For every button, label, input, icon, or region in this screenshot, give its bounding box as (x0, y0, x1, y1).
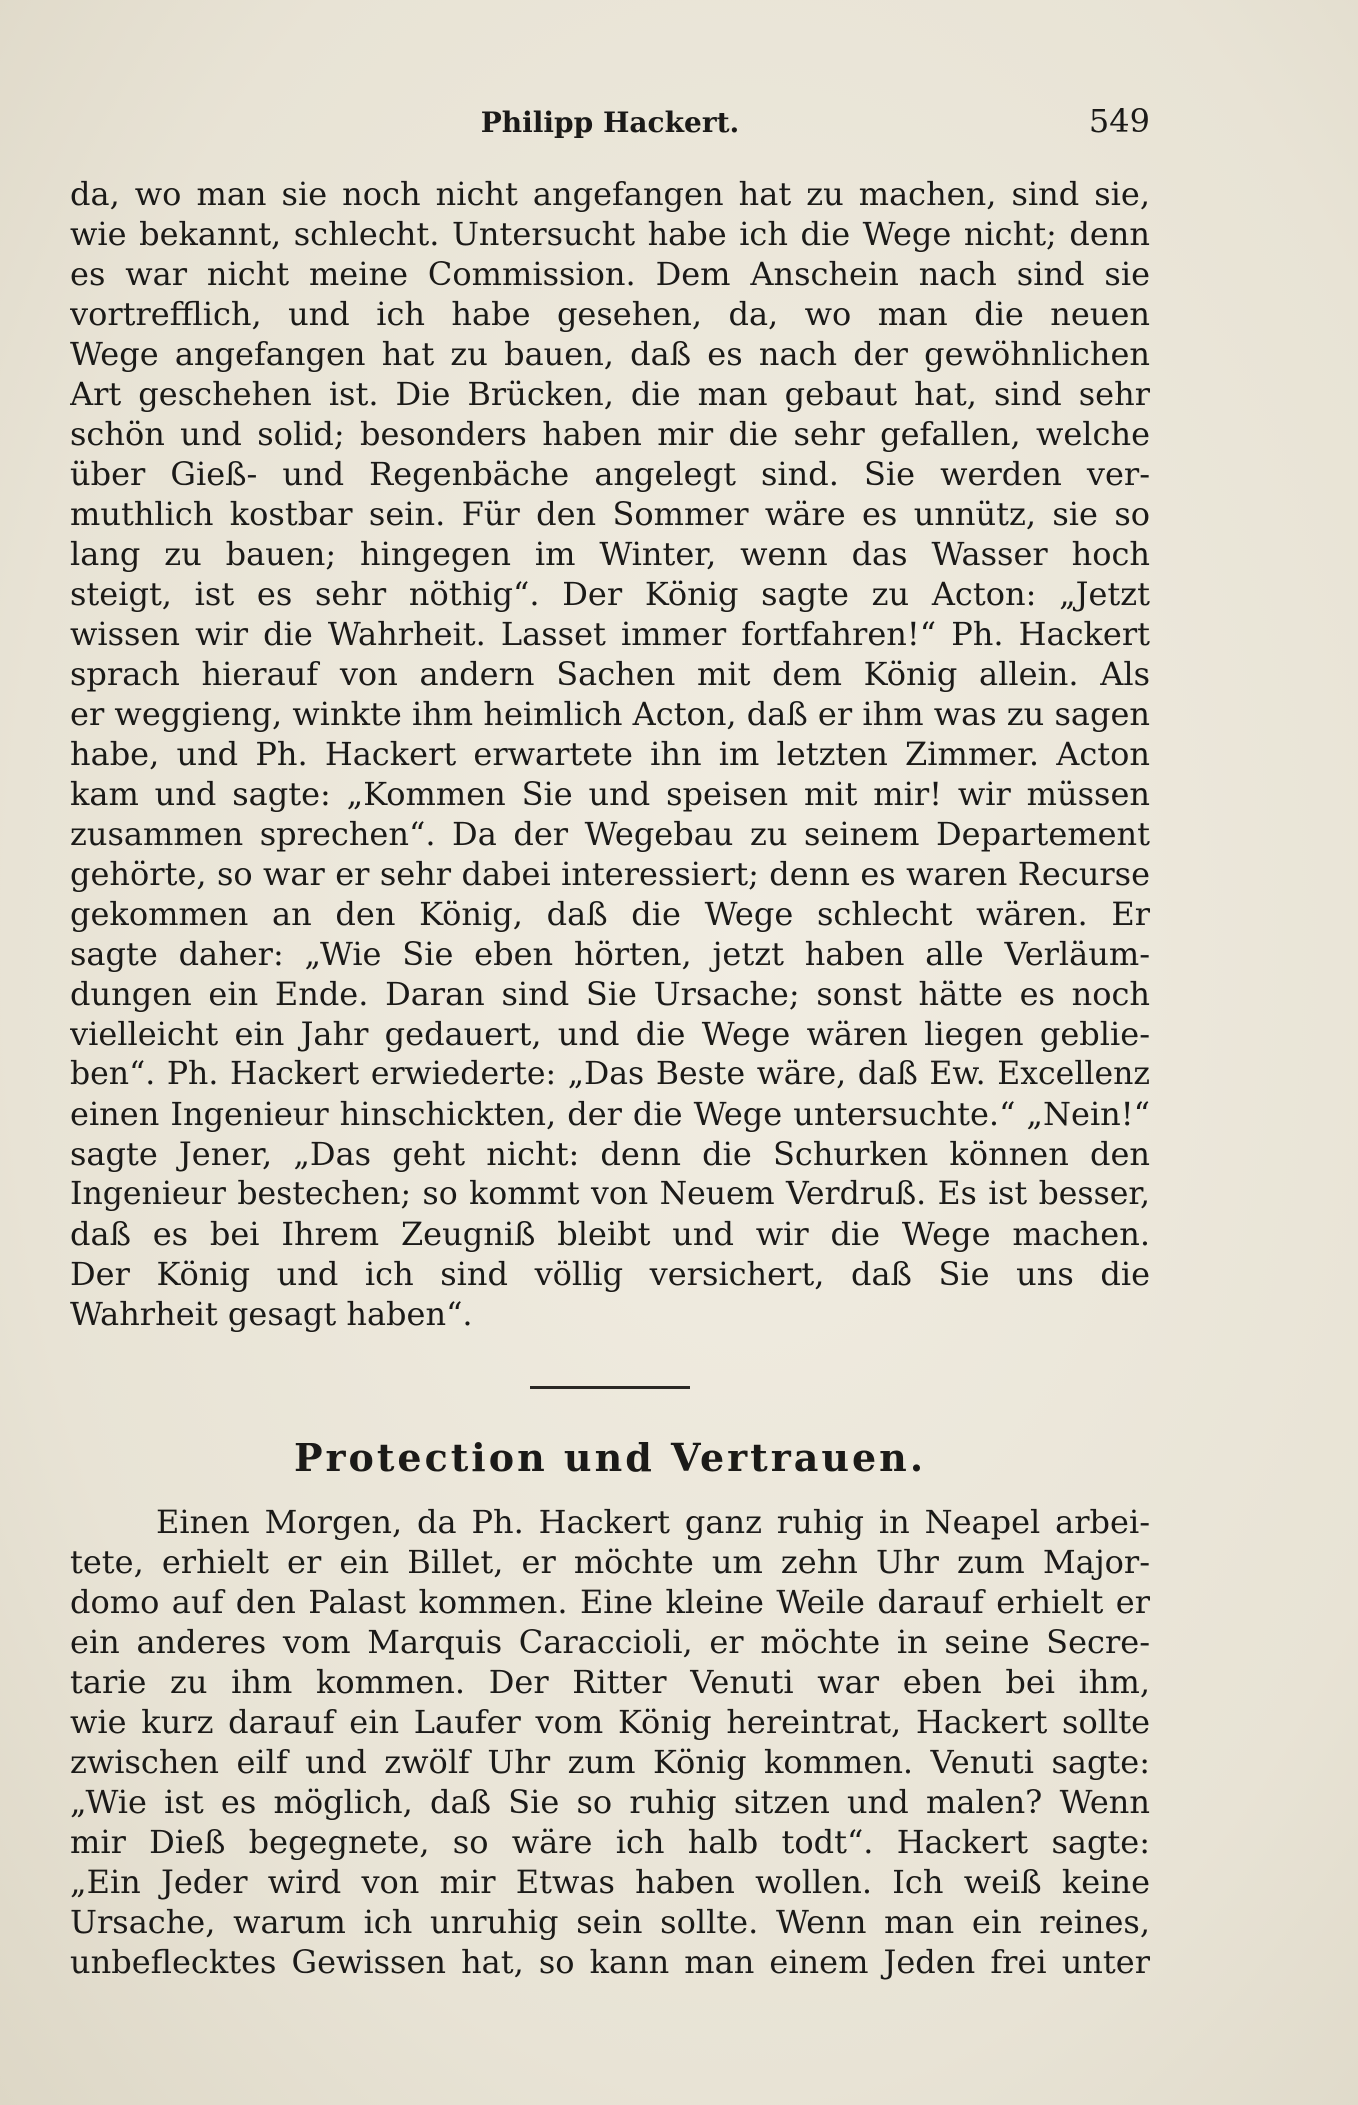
text-line: wissen wir die Wahrheit. Lasset immer fortfahren!“ Ph. Hackert (70, 615, 1150, 653)
text-line: steigt, ist es sehr nöthig“. Der König sagte zu Acton: „Jetzt (70, 575, 1150, 613)
section-title: Protection und Vertrauen. (293, 1435, 927, 1480)
text-line: domo auf den Palast kommen. Eine kleine Weile darauf erhielt er (70, 1583, 1150, 1621)
text-line: er weggieng, winkte ihm heimlich Acton, daß er ihm was zu sagen (70, 695, 1150, 733)
text-line: zusammen sprechen“. Da der Wegebau zu seinem Departement (70, 815, 1150, 853)
text-line: Wege angefangen hat zu bauen, daß es nach der gewöhnlichen (70, 335, 1150, 373)
text-line: Art geschehen ist. Die Brücken, die man gebaut hat, sind sehr (70, 375, 1150, 413)
text-line: mir Dieß begegnete, so wäre ich halb todt“. Hackert sagte: (70, 1823, 1150, 1861)
text-line: „Ein Jeder wird von mir Etwas haben wollen. Ich weiß keine (70, 1863, 1150, 1901)
text-line: da, wo man sie noch nicht angefangen hat zu machen, sind sie, (70, 175, 1150, 213)
text-line: gehörte, so war er sehr dabei interessiert; denn es waren Recurse (70, 855, 1150, 893)
text-line: ein anderes vom Marquis Caraccioli, er möchte in seine Secre- (70, 1623, 1150, 1661)
text-line: sagte daher: „Wie Sie eben hörten, jetzt haben alle Verläum- (70, 935, 1150, 973)
text-line: gekommen an den König, daß die Wege schlecht wären. Er (70, 895, 1150, 933)
text-line: tete, erhielt er ein Billet, er möchte um zehn Uhr zum Major- (70, 1543, 1150, 1581)
text-line: unbeflecktes Gewissen hat, so kann man einem Jeden frei unter (70, 1943, 1150, 1981)
text-line: Ingenieur bestechen; so kommt von Neuem Verdruß. Es ist besser, (70, 1176, 1150, 1212)
text-line: Ursache, warum ich unruhig sein sollte. Wenn man ein reines, (70, 1903, 1150, 1941)
text-line: es war nicht meine Commission. Dem Anschein nach sind sie (70, 255, 1150, 293)
text-line: Einen Morgen, da Ph. Hackert ganz ruhig in Neapel arbei- (156, 1503, 1150, 1541)
text-line: lang zu bauen; hingegen im Winter, wenn das Wasser hoch (70, 535, 1150, 573)
section-divider (530, 1386, 690, 1389)
text-line: schön und solid; besonders haben mir die sehr gefallen, welche (70, 415, 1150, 453)
text-line: zwischen eilf und zwölf Uhr zum König kommen. Venuti sagte: (70, 1743, 1150, 1781)
text-line: dungen ein Ende. Daran sind Sie Ursache; sonst hätte es noch (70, 975, 1150, 1013)
text-line: daß es bei Ihrem Zeugniß bleibt und wir die Wege machen. (70, 1215, 1150, 1253)
text-line: muthlich kostbar sein. Für den Sommer wäre es unnütz, sie so (70, 495, 1150, 533)
page-header (70, 100, 1150, 150)
text-line: Der König und ich sind völlig versichert, daß Sie uns die (70, 1255, 1150, 1293)
running-head: Philipp Hackert. (480, 106, 740, 139)
text-line: tarie zu ihm kommen. Der Ritter Venuti war eben bei ihm, (70, 1663, 1150, 1701)
text-line: sagte Jener, „Das geht nicht: denn die Schurken können den (70, 1135, 1150, 1173)
text-line: sprach hierauf von andern Sachen mit dem König allein. Als (70, 655, 1150, 693)
text-line: wie bekannt, schlecht. Untersucht habe ich die Wege nicht; denn (70, 215, 1150, 253)
paragraph-1 (70, 174, 1150, 1334)
paragraph-2 (70, 1502, 1150, 1982)
text-line: habe, und Ph. Hackert erwartete ihn im letzten Zimmer. Acton (70, 735, 1150, 773)
page-number: 549 (1088, 102, 1150, 140)
text-line: vortrefflich, und ich habe gesehen, da, wo man die neuen (70, 295, 1150, 333)
text-line: vielleicht ein Jahr gedauert, und die Wege wären liegen geblie- (70, 1015, 1150, 1053)
text-line: einen Ingenieur hinschickten, der die Wege untersuchte.“ „Nein!“ (70, 1095, 1150, 1133)
text-line: ben“. Ph. Hackert erwiederte: „Das Beste wäre, daß Ew. Excellenz (70, 1056, 1150, 1092)
text-line: wie kurz darauf ein Laufer vom König hereintrat, Hackert sollte (70, 1703, 1150, 1741)
text-line: „Wie ist es möglich, daß Sie so ruhig sitzen und malen? Wenn (70, 1783, 1150, 1821)
text-line: kam und sagte: „Kommen Sie und speisen mit mir! wir müssen (70, 775, 1150, 813)
text-line: über Gieß- und Regenbäche angelegt sind. Sie werden ver- (70, 455, 1150, 493)
text-line: Wahrheit gesagt haben“. (70, 1295, 473, 1333)
